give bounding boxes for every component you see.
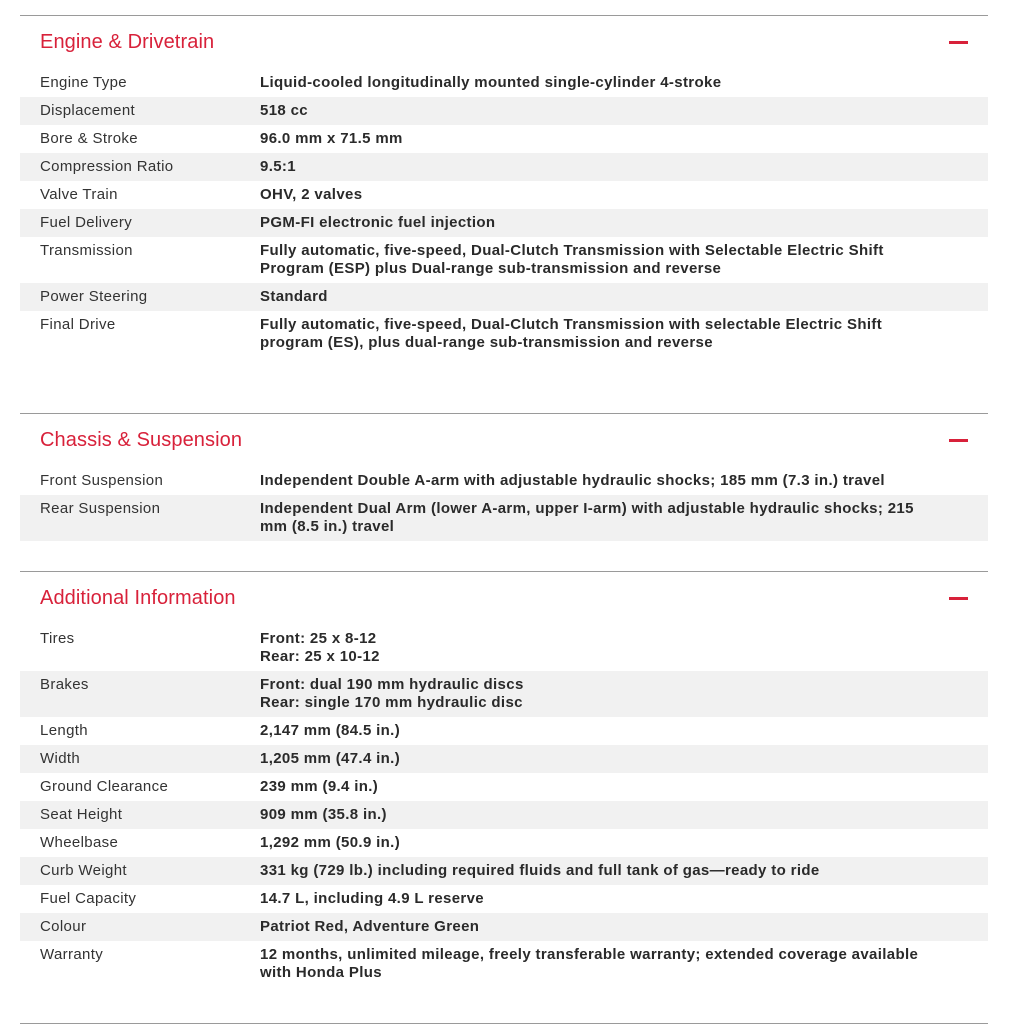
section-header[interactable]: [20, 16, 988, 69]
spec-row: [20, 801, 988, 829]
spec-label: Length: [40, 722, 88, 739]
collapse-button[interactable]: [949, 36, 968, 50]
spec-row: [20, 125, 988, 153]
spec-value: 12 months, unlimited mileage, freely transferable warranty; extended coverage available with Honda Plus: [260, 946, 919, 981]
spec-label: Seat Height: [40, 806, 123, 823]
spec-label: Warranty: [40, 946, 104, 963]
spec-label: Engine Type: [40, 74, 127, 91]
collapse-button[interactable]: [949, 434, 968, 448]
spec-label: Power Steering: [40, 288, 148, 305]
spec-label: Front Suspension: [40, 472, 164, 489]
spec-value: 1,292 mm (50.9 in.): [260, 834, 401, 851]
spec-row: [20, 209, 988, 237]
spec-row: [20, 885, 988, 913]
spec-value: 909 mm (35.8 in.): [260, 806, 387, 823]
spec-value: 9.5:1: [260, 158, 296, 175]
spec-row: [20, 153, 988, 181]
spec-label: Width: [40, 750, 81, 767]
minus-icon: [949, 439, 968, 442]
spec-label: Bore & Stroke: [40, 130, 138, 147]
section-header[interactable]: [20, 414, 988, 467]
spec-list: [20, 625, 988, 1013]
spec-row: [20, 237, 988, 283]
spec-row: [20, 829, 988, 857]
spec-row: [20, 941, 988, 987]
minus-icon: [949, 597, 968, 600]
spec-value: PGM-FI electronic fuel injection: [260, 214, 496, 231]
spec-label: Final Drive: [40, 316, 116, 333]
section-additional-information: [20, 571, 988, 1024]
spec-value: Fully automatic, five-speed, Dual-Clutch Transmission with Selectable Electric Shift Program (ESP) plus Dual-range sub-transmission and reverse: [260, 242, 884, 277]
spec-row: [20, 181, 988, 209]
spec-row: [20, 913, 988, 941]
spec-list: [20, 69, 988, 383]
spec-value: 96.0 mm x 71.5 mm: [260, 130, 403, 147]
spec-value: Patriot Red, Adventure Green: [260, 918, 480, 935]
spec-label: Curb Weight: [40, 862, 127, 879]
spec-label: Rear Suspension: [40, 500, 161, 517]
spec-label: Wheelbase: [40, 834, 119, 851]
spec-value: 2,147 mm (84.5 in.): [260, 722, 401, 739]
spec-value: Independent Dual Arm (lower A-arm, upper I-arm) with adjustable hydraulic shocks; 215 mm (8.5 in.) travel: [260, 500, 914, 535]
spec-value: 331 kg (729 lb.) including required fluids and full tank of gas—ready to ride: [260, 862, 820, 879]
spec-value: 518 cc: [260, 102, 308, 119]
spec-row: [20, 717, 988, 745]
section-engine-drivetrain: [20, 15, 988, 383]
spec-value: Liquid-cooled longitudinally mounted single-cylinder 4-stroke: [260, 74, 722, 91]
spec-label: Colour: [40, 918, 87, 935]
section-title: Chassis & Suspension: [40, 429, 243, 451]
spec-row: [20, 69, 988, 97]
spec-value: Fully automatic, five-speed, Dual-Clutch Transmission with selectable Electric Shift program (ES), plus dual-range sub-transmission and reverse: [260, 316, 883, 351]
spec-label: Tires: [40, 630, 75, 647]
spec-value: Standard: [260, 288, 328, 305]
section-title: Additional Information: [40, 587, 236, 609]
spec-list: [20, 467, 988, 541]
spec-row: [20, 495, 988, 541]
spec-value: Front: 25 x 8-12 Rear: 25 x 10-12: [260, 630, 380, 665]
spec-label: Transmission: [40, 242, 133, 259]
minus-icon: [949, 41, 968, 44]
spec-row: [20, 283, 988, 311]
spec-value: OHV, 2 valves: [260, 186, 363, 203]
spec-value: 14.7 L, including 4.9 L reserve: [260, 890, 484, 907]
spec-value: Front: dual 190 mm hydraulic discs Rear: single 170 mm hydraulic disc: [260, 676, 524, 711]
spec-row: [20, 311, 988, 357]
spec-label: Fuel Capacity: [40, 890, 137, 907]
spec-row: [20, 671, 988, 717]
spec-row: [20, 97, 988, 125]
section-header[interactable]: [20, 572, 988, 625]
spec-value: Independent Double A-arm with adjustable hydraulic shocks; 185 mm (7.3 in.) travel: [260, 472, 885, 489]
spec-row: [20, 745, 988, 773]
spec-label: Fuel Delivery: [40, 214, 133, 231]
spec-row: [20, 857, 988, 885]
spec-row: [20, 625, 988, 671]
spec-value: 239 mm (9.4 in.): [260, 778, 379, 795]
spec-row: [20, 773, 988, 801]
section-chassis-suspension: [20, 413, 988, 541]
section-title: Engine & Drivetrain: [40, 31, 215, 53]
spec-label: Displacement: [40, 102, 136, 119]
spec-value: 1,205 mm (47.4 in.): [260, 750, 401, 767]
spec-label: Brakes: [40, 676, 89, 693]
spec-label: Ground Clearance: [40, 778, 169, 795]
collapse-button[interactable]: [949, 592, 968, 606]
spec-row: [20, 467, 988, 495]
spec-label: Valve Train: [40, 186, 118, 203]
spec-label: Compression Ratio: [40, 158, 174, 175]
spec-sheet: [20, 15, 988, 1024]
